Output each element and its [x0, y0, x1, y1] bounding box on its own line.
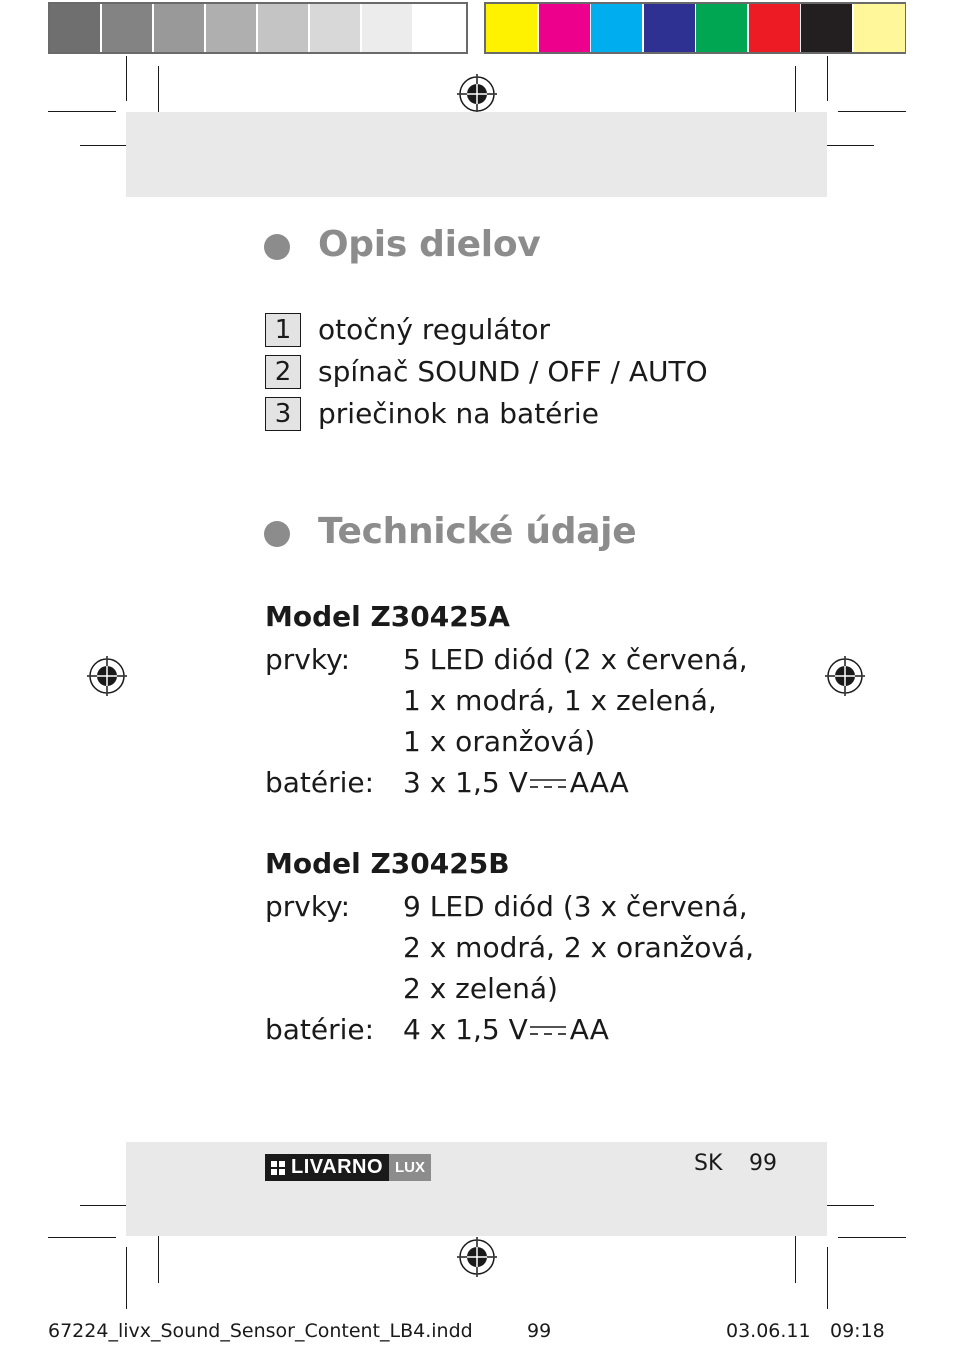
- direct-current-icon: [530, 1024, 566, 1038]
- registration-mark-icon: [457, 1237, 497, 1277]
- elements-value-line: 1 x modrá, 1 x zelená,: [403, 684, 717, 717]
- battery-type: AA: [569, 1013, 609, 1046]
- direct-current-icon: [530, 777, 566, 791]
- brand-logo: [265, 1154, 431, 1181]
- part-label: priečinok na batérie: [318, 397, 599, 430]
- part-label: otočný regulátor: [318, 313, 551, 346]
- logo-sub-text: LUX: [389, 1154, 431, 1181]
- gray-swatch: [206, 4, 256, 52]
- slug-date: 03.06.11: [726, 1320, 811, 1342]
- battery-type: AAA: [569, 766, 629, 799]
- battery-voltage: 4 x 1,5 V: [403, 1013, 528, 1046]
- logo-squares-icon: [271, 1161, 285, 1175]
- part-number-box: 3: [265, 397, 301, 431]
- color-swatch: [801, 4, 852, 52]
- gray-swatch: [362, 4, 412, 52]
- color-swatch: [749, 4, 800, 52]
- section-heading-tech: Technické údaje: [318, 511, 637, 552]
- color-swatch: [696, 4, 747, 52]
- part-number-box: 2: [265, 355, 301, 389]
- language-code: SK: [694, 1151, 723, 1176]
- color-swatch: [644, 4, 695, 52]
- battery-label: batérie:: [265, 766, 375, 799]
- battery-value: [403, 1013, 609, 1046]
- logo-text: LIVARNO: [291, 1156, 384, 1178]
- gray-swatch: [154, 4, 204, 52]
- color-swatch: [539, 4, 590, 52]
- section-heading-parts: Opis dielov: [318, 224, 541, 265]
- gray-swatch: [50, 4, 100, 52]
- elements-value-line: 5 LED diód (2 x červená,: [403, 643, 748, 676]
- slug-page: 99: [527, 1320, 552, 1342]
- registration-mark-icon: [825, 656, 865, 696]
- heading-bullet-icon: [264, 521, 290, 547]
- elements-value-line: 9 LED diód (3 x červená,: [403, 890, 748, 923]
- color-swatch: [486, 4, 537, 52]
- battery-value: [403, 766, 629, 799]
- elements-label: prvky:: [265, 890, 351, 923]
- registration-mark-icon: [87, 656, 127, 696]
- part-label: spínač SOUND / OFF / AUTO: [318, 355, 708, 388]
- color-swatch: [591, 4, 642, 52]
- battery-label: batérie:: [265, 1013, 375, 1046]
- elements-label: prvky:: [265, 643, 351, 676]
- registration-mark-icon: [457, 74, 497, 114]
- gray-swatch: [310, 4, 360, 52]
- gray-swatch: [414, 4, 464, 52]
- color-swatch: [854, 4, 905, 52]
- header-band: [126, 112, 827, 197]
- model-title: Model Z30425B: [265, 847, 510, 880]
- gray-swatch: [258, 4, 308, 52]
- slug-filename: 67224_livx_Sound_Sensor_Content_LB4.indd: [48, 1320, 473, 1342]
- slug-time: 09:18: [830, 1320, 885, 1342]
- heading-bullet-icon: [264, 234, 290, 260]
- model-title: Model Z30425A: [265, 600, 510, 633]
- page-number: 99: [749, 1151, 777, 1176]
- battery-voltage: 3 x 1,5 V: [403, 766, 528, 799]
- gray-swatch: [102, 4, 152, 52]
- elements-value-line: 2 x zelená): [403, 972, 558, 1005]
- part-number-box: 1: [265, 313, 301, 347]
- elements-value-line: 1 x oranžová): [403, 725, 596, 758]
- elements-value-line: 2 x modrá, 2 x oranžová,: [403, 931, 755, 964]
